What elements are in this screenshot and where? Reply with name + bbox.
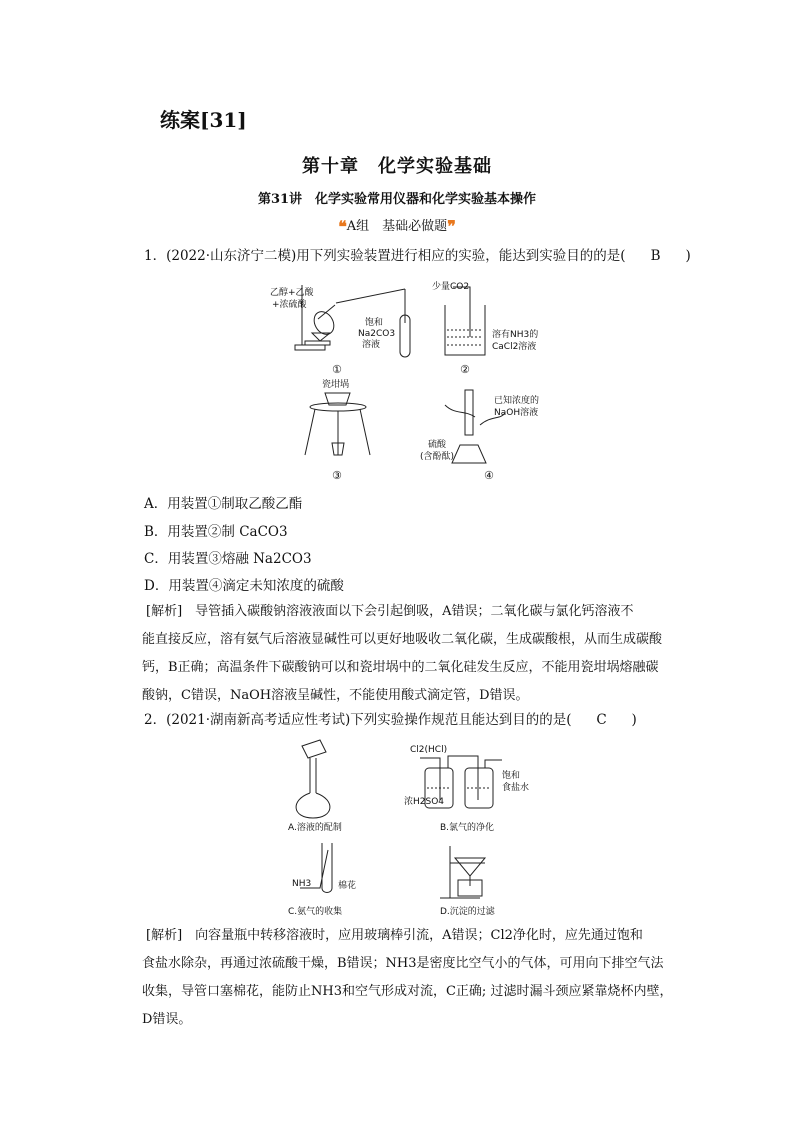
fig2-brine-1: 饱和	[502, 771, 521, 781]
practice-label: 练案[31]	[160, 108, 247, 132]
fig1-naoh-2: NaOH溶液	[494, 408, 539, 418]
fig1-reagent-a: 乙醇+乙酸	[270, 288, 314, 298]
q1-answer: B	[650, 248, 661, 264]
question-1-figure	[260, 275, 560, 485]
q1-option-c: C．用装置③熔融 Na2CO3	[144, 551, 312, 567]
open-quote-icon: ❝	[338, 217, 347, 236]
q1-analysis	[142, 598, 678, 710]
question-2-figure	[280, 738, 540, 918]
q2-stem-text: 2．(2021·湖南新高考适应性考试)下列实验操作规范且能达到目的的是(	[144, 712, 572, 728]
q1-stem-end: )	[685, 248, 691, 264]
fig1-label-2: ②	[460, 363, 470, 376]
q2-analysis-line-3: 收集，导管口塞棉花，能防止NH3和空气形成对流，C正确; 过滤时漏斗颈应紧靠烧杯内壁，	[142, 984, 673, 999]
fig1-acid-2: (含酚酞)	[420, 452, 455, 462]
q1-option-b: B．用装置②制 CaCO3	[144, 524, 288, 540]
fig1-label-3: ③	[332, 469, 342, 482]
fig2-cl2: Cl2(HCl)	[410, 745, 448, 755]
q1-option-a: A．用装置①制取乙酸乙酯	[144, 496, 303, 512]
q1-analysis-line-4: 酸钠，C错误，NaOH溶液呈碱性，不能使用酸式滴定管，D错误。	[142, 688, 529, 703]
fig2-cap-d: D.沉淀的过滤	[440, 907, 495, 917]
question-1-stem	[144, 246, 691, 266]
group-title	[0, 215, 794, 236]
q1-stem-text: 1．(2022·山东济宁二模)用下列实验装置进行相应的实验，能达到实验目的的是(	[144, 248, 626, 264]
q1-option-d: D．用装置④滴定未知浓度的硫酸	[144, 578, 344, 594]
volumetric-flask-diagram	[296, 740, 330, 818]
fig1-crucible: 瓷坩埚	[322, 380, 350, 390]
q2-analysis-line-4: D错误。	[142, 1012, 192, 1027]
crucible-tripod-diagram	[305, 393, 370, 455]
fig1-acid-1: 硫酸	[428, 440, 447, 450]
lecture-title: 第31讲 化学实验常用仪器和化学实验基本操作	[257, 192, 537, 207]
q1-analysis-line-2: 能直接反应，溶有氨气后溶液显碱性可以更好地吸收二氧化碳，生成碳酸根，从而生成碳酸	[142, 632, 663, 647]
group-title-text: A组 基础必做题	[346, 219, 448, 234]
q1-analysis-line-3: 钙，B正确；高温条件下碳酸钠可以和瓷坩埚中的二氧化硅发生反应，不能用瓷坩埚熔融碳	[142, 660, 659, 675]
fig2-nh3: NH3	[292, 879, 312, 889]
q2-answer: C	[596, 712, 607, 728]
fig1-co2: 少量CO2	[432, 282, 470, 292]
close-quote-icon: ❞	[447, 217, 456, 236]
fig1-naoh-1: 已知浓度的	[494, 396, 540, 406]
question-2-stem	[144, 710, 637, 730]
q2-analysis	[142, 922, 678, 1034]
filtration-diagram	[440, 846, 485, 898]
fig2-cap-c: C.氨气的收集	[288, 907, 343, 917]
q2-stem-end: )	[631, 712, 637, 728]
q1-analysis-line-1: [解析] 导管插入碳酸钠溶液液面以下会引起倒吸，A错误；二氧化碳与氯化钙溶液不	[146, 604, 634, 619]
fig1-sat-2: Na2CO3	[358, 329, 396, 339]
fig1-sat-3: 溶液	[362, 340, 381, 350]
fig1-label-4: ④	[484, 469, 494, 482]
q2-analysis-line-2: 食盐水除杂，再通过浓硫酸干燥，B错误；NH3是密度比空气小的气体，可用向下排空气法	[142, 956, 664, 971]
fig1-nh3-1: 溶有NH3的	[492, 330, 539, 340]
fig1-label-1: ①	[332, 363, 342, 376]
fig2-brine-2: 食盐水	[502, 783, 530, 793]
fig2-h2so4: 浓H2SO4	[404, 797, 445, 807]
chapter-title: 第十章 化学实验基础	[302, 156, 492, 177]
fig1-sat-1: 饱和	[365, 318, 384, 328]
co2-beaker-diagram	[445, 287, 485, 355]
fig1-nh3-2: CaCl2溶液	[492, 342, 537, 352]
fig2-cap-b: B.氯气的净化	[440, 823, 495, 833]
q2-analysis-line-1: [解析] 向容量瓶中转移溶液时，应用玻璃棒引流，A错误；Cl2净化时，应先通过饱和	[146, 928, 643, 943]
fig1-reagent-b: +浓硫酸	[272, 300, 307, 310]
fig2-cotton: 棉花	[338, 881, 357, 891]
fig2-cap-a: A.溶液的配制	[288, 823, 342, 833]
